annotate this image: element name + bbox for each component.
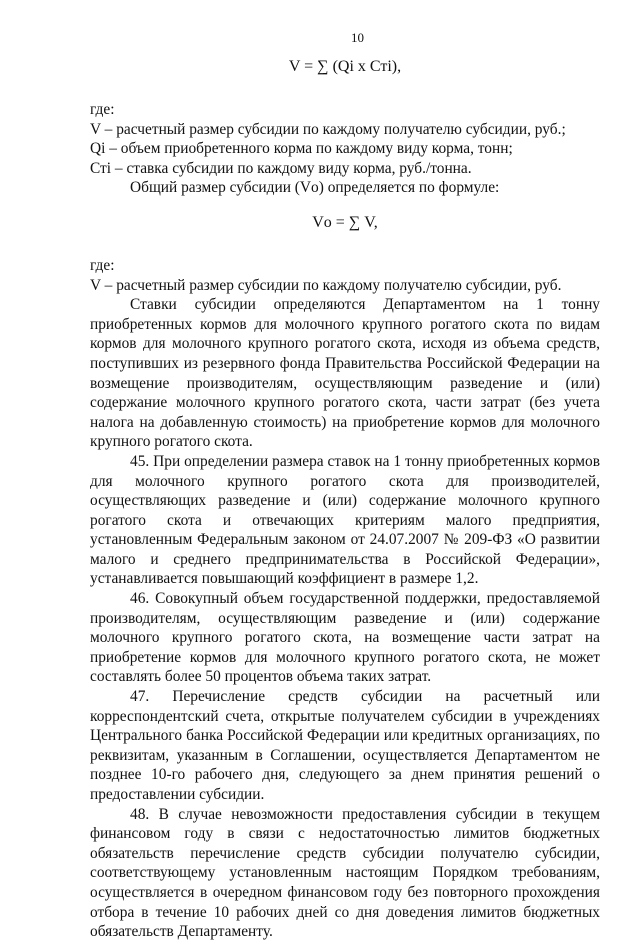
paragraph-46: 46. Совокупный объем государственной поддержки, предоставляемой производителям, осуществляющим разведение и (или) содержание молочного крупного рогатого скота, на возмещение части затрат на приобретение кормов для молочного крупного рогатого скота, не может составлять более 50 процентов объема таких затрат. xyxy=(90,590,600,686)
definition-qi: Qi – объем приобретенного корма по каждому виду корма, тонн; xyxy=(90,140,513,158)
definition-v: V – расчетный размер субсидии по каждому получателю субсидии, руб.; xyxy=(90,120,566,138)
total-subsidy-formula: Vо = ∑ V, xyxy=(312,213,378,231)
paragraph-47: 47. Перечисление средств субсидии на расчетный или корреспондентский счета, открытые получателем субсидии в учреждениях Центрального банка Российской Федерации или кредитных организациях, по реквизитам, указанным в Соглашении, осуществляется Департаментом не позднее 10-го рабочего дня, следующего за днем принятия решений о предоставлении субсидии. xyxy=(90,688,600,803)
paragraph-45: 45. При определении размера ставок на 1 тонну приобретенных кормов для молочного крупного рогатого скота для производителей, осуществляющих разведение и (или) содержание молочного крупного рогатого скота и отвечающих критериям малого предприятия, установленным Федеральным законом от 24.07.2007 № 209-ФЗ «О развитии малого и среднего предпринимательства в Российской Федерации», устанавливается повышающий коэффициент в размере 1,2. xyxy=(90,452,600,588)
total-subsidy-intro: Общий размер субсидии (Vо) определяется по формуле: xyxy=(130,179,500,197)
paragraph-48: 48. В случае невозможности предоставления субсидии в текущем финансовом году в связи с недостаточностью лимитов бюджетных обязательств перечисление средств субсидии получателю субсидии, соответствующему установленным настоящим Порядком требованиям, осуществляется в очередном финансовом году без повторного прохождения отбора в течение 10 рабочих дней со дня доведения лимитов бюджетных обязательств Департаменту. xyxy=(90,805,600,941)
where-label: где: xyxy=(90,101,115,118)
where-label: где: xyxy=(90,256,115,274)
definition-v-total: V – расчетный размер субсидии по каждому получателю субсидии, руб. xyxy=(90,276,562,294)
subsidy-formula: V = ∑ (Qi x Сті), xyxy=(288,58,402,75)
page-number: 10 xyxy=(351,30,364,45)
definition-cti: Сті – ставка субсидии по каждому виду корма, руб./тонна. xyxy=(90,159,472,177)
paragraph-subsidy-rates: Ставки субсидии определяются Департаментом на 1 тонну приобретенных кормов для молочного крупного рогатого скота по видам кормов для молочного крупного рогатого скота, исходя из объема средств, поступивших из резервного фонда Правительства Российской Федерации на возмещение производителям, осуществляющим разведение и (или) содержание молочного крупного рогатого скота, части затрат (без учета налога на добавленную стоимость) на приобретение кормов для молочного крупного рогатого скота. xyxy=(90,296,600,451)
